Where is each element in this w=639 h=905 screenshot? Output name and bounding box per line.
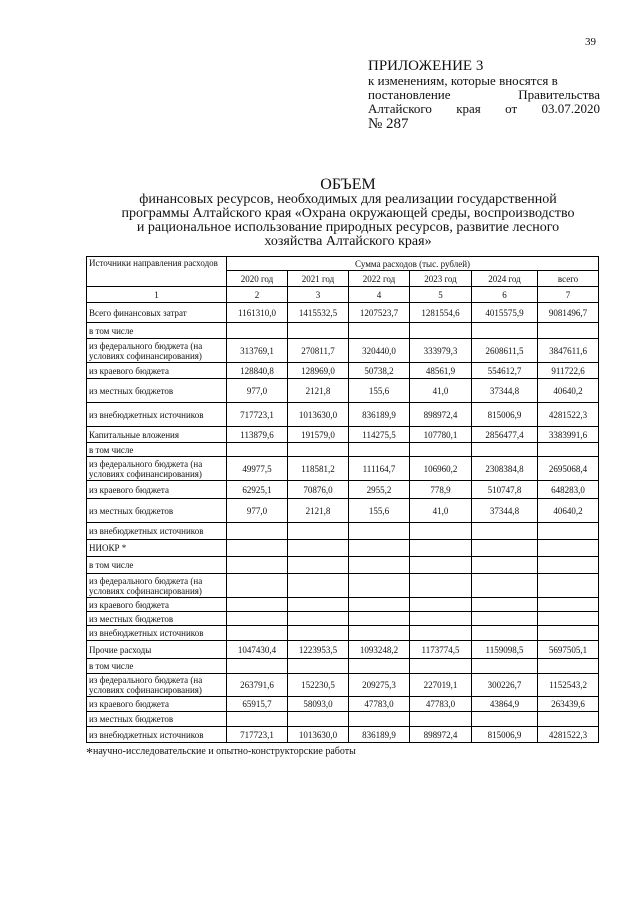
table-cell: 37344,8: [472, 499, 538, 523]
table-cell: [538, 443, 599, 457]
row-label: из федерального бюджета (на условиях софинансирования): [87, 339, 227, 363]
table-cell: [288, 598, 349, 612]
table-cell: 128969,0: [288, 363, 349, 379]
table-cell: 836189,9: [349, 403, 410, 427]
table-cell: [227, 540, 288, 557]
table-cell: [472, 540, 538, 557]
document-title: [95, 176, 601, 249]
table-cell: 62925,1: [227, 481, 288, 499]
table-cell: [472, 598, 538, 612]
table-cell: 554612,7: [472, 363, 538, 379]
table-cell: [538, 712, 599, 727]
column-index: 4: [349, 287, 410, 303]
year-header: 2023 год: [410, 271, 472, 287]
row-label: из краевого бюджета: [87, 481, 227, 499]
table-cell: 648283,0: [538, 481, 599, 499]
title-line: и рациональное использование природных ресурсов, развитие лесного: [136, 220, 560, 235]
table-cell: [227, 659, 288, 674]
table-cell: 118581,2: [288, 457, 349, 481]
table-row: [87, 379, 599, 403]
row-label: из внебюджетных источников: [87, 523, 227, 540]
table-cell: 2955,2: [349, 481, 410, 499]
table-cell: 47783,0: [349, 697, 410, 712]
table-cell: 1093248,2: [349, 641, 410, 659]
table-cell: [288, 574, 349, 598]
appendix-word: от: [505, 101, 518, 116]
table-cell: 898972,4: [410, 403, 472, 427]
table-row: [87, 659, 599, 674]
table-cell: 320440,0: [349, 339, 410, 363]
table-cell: [227, 443, 288, 457]
page-number: 39: [585, 36, 596, 48]
footnote-star: *: [86, 746, 93, 761]
column-index: 1: [87, 287, 227, 303]
table-cell: 43864,9: [472, 697, 538, 712]
table-cell: 717723,1: [227, 403, 288, 427]
table-cell: 2308384,8: [472, 457, 538, 481]
column-index: 2: [227, 287, 288, 303]
table-row: [87, 557, 599, 574]
table-cell: [349, 712, 410, 727]
table-row: [87, 427, 599, 443]
table-cell: 300226,7: [472, 674, 538, 697]
year-header: 2020 год: [227, 271, 288, 287]
table-cell: 49977,5: [227, 457, 288, 481]
table-cell: [472, 574, 538, 598]
table-cell: [227, 323, 288, 339]
table-cell: 209275,3: [349, 674, 410, 697]
table-cell: 911722,6: [538, 363, 599, 379]
table-cell: 128840,8: [227, 363, 288, 379]
appendix-date: 03.07.2020: [541, 101, 600, 116]
table-cell: [349, 626, 410, 641]
table-cell: [410, 443, 472, 457]
row-label: НИОКР *: [87, 540, 227, 557]
table-row: [87, 403, 599, 427]
table-cell: 191579,0: [288, 427, 349, 443]
table-cell: [410, 659, 472, 674]
table-cell: [410, 323, 472, 339]
table-cell: [472, 626, 538, 641]
column-index: 3: [288, 287, 349, 303]
table-cell: [538, 540, 599, 557]
table-cell: 1159098,5: [472, 641, 538, 659]
table-cell: 1047430,4: [227, 641, 288, 659]
row-label: из краевого бюджета: [87, 598, 227, 612]
table-cell: [288, 712, 349, 727]
table-row: [87, 641, 599, 659]
table-cell: 1161310,0: [227, 303, 288, 323]
row-label: из внебюджетных источников: [87, 727, 227, 743]
table-cell: [288, 323, 349, 339]
table-cell: [288, 626, 349, 641]
table-row: [87, 674, 599, 697]
table-cell: 1152543,2: [538, 674, 599, 697]
table-cell: 2856477,4: [472, 427, 538, 443]
table-cell: 778,9: [410, 481, 472, 499]
table-cell: [288, 523, 349, 540]
table-cell: [349, 659, 410, 674]
table-cell: 263439,6: [538, 697, 599, 712]
table-row: [87, 363, 599, 379]
appendix-line-3: [368, 102, 600, 116]
table-cell: [227, 626, 288, 641]
table-cell: [410, 626, 472, 641]
table-cell: 3383991,6: [538, 427, 599, 443]
appendix-word: края: [456, 101, 481, 116]
column-index: 7: [538, 287, 599, 303]
appendix-line-2: [368, 88, 600, 102]
row-label: из краевого бюджета: [87, 363, 227, 379]
table-cell: [349, 574, 410, 598]
table-cell: 106960,2: [410, 457, 472, 481]
table-cell: [349, 523, 410, 540]
table-row: [87, 481, 599, 499]
table-cell: [538, 612, 599, 626]
table-cell: [288, 659, 349, 674]
row-label: из краевого бюджета: [87, 697, 227, 712]
table-cell: [472, 443, 538, 457]
table-cell: 65915,7: [227, 697, 288, 712]
table-row: [87, 697, 599, 712]
table-row: [87, 323, 599, 339]
table-cell: 510747,8: [472, 481, 538, 499]
row-label: из местных бюджетов: [87, 499, 227, 523]
table-cell: 113879,6: [227, 427, 288, 443]
table-cell: [288, 612, 349, 626]
table-row: [87, 443, 599, 457]
table-cell: 2121,8: [288, 499, 349, 523]
table-row: [87, 457, 599, 481]
row-label: в том числе: [87, 323, 227, 339]
table-cell: 58093,0: [288, 697, 349, 712]
table-cell: [410, 612, 472, 626]
table-cell: 50738,2: [349, 363, 410, 379]
table-cell: 4015575,9: [472, 303, 538, 323]
row-label: из внебюджетных источников: [87, 626, 227, 641]
footnote: [86, 746, 356, 762]
table-cell: 977,0: [227, 379, 288, 403]
table-cell: [349, 557, 410, 574]
table-cell: [472, 523, 538, 540]
table-cell: 2608611,5: [472, 339, 538, 363]
appendix-word: Правительства: [518, 87, 600, 102]
table-cell: [349, 598, 410, 612]
table-cell: [410, 574, 472, 598]
row-label: Капитальные вложения: [87, 427, 227, 443]
table-row: [87, 303, 599, 323]
table-cell: [472, 557, 538, 574]
row-label: Прочие расходы: [87, 641, 227, 659]
title-line: хозяйства Алтайского края»: [264, 234, 432, 249]
table-row: [87, 626, 599, 641]
table-cell: [410, 712, 472, 727]
table-cell: [410, 557, 472, 574]
table-cell: 114275,5: [349, 427, 410, 443]
source-column-header: Источники направления расходов: [87, 257, 227, 287]
table-cell: 333979,3: [410, 339, 472, 363]
table-row: [87, 574, 599, 598]
table-cell: 111164,7: [349, 457, 410, 481]
table-cell: 1013630,0: [288, 403, 349, 427]
table-cell: [472, 612, 538, 626]
title-line: программы Алтайского края «Охрана окружающей среды, воспроизводство: [121, 206, 575, 221]
table-row: [87, 339, 599, 363]
table-cell: [227, 598, 288, 612]
table-cell: 227019,1: [410, 674, 472, 697]
table-cell: 70876,0: [288, 481, 349, 499]
row-label: из внебюджетных источников: [87, 403, 227, 427]
table-cell: 4281522,3: [538, 727, 599, 743]
title-heading: ОБЪЕМ: [320, 176, 376, 193]
table-cell: 4281522,3: [538, 403, 599, 427]
table-cell: 41,0: [410, 379, 472, 403]
table-cell: 1013630,0: [288, 727, 349, 743]
table-row: [87, 612, 599, 626]
sum-column-header: Сумма расходов (тыс. рублей): [227, 257, 599, 271]
appendix-title: ПРИЛОЖЕНИЕ 3: [368, 58, 484, 74]
table-cell: 977,0: [227, 499, 288, 523]
table-cell: [227, 557, 288, 574]
table-cell: 155,6: [349, 499, 410, 523]
row-label: в том числе: [87, 443, 227, 457]
table-cell: [227, 574, 288, 598]
table-cell: [472, 659, 538, 674]
row-label: из местных бюджетов: [87, 712, 227, 727]
table-cell: 815006,9: [472, 727, 538, 743]
title-line: финансовых ресурсов, необходимых для реализации государственной: [139, 192, 557, 207]
table-cell: [472, 712, 538, 727]
row-label: из местных бюджетов: [87, 379, 227, 403]
table-cell: [538, 659, 599, 674]
table-body: [87, 303, 599, 743]
table-cell: 48561,9: [410, 363, 472, 379]
table-cell: 2695068,4: [538, 457, 599, 481]
appendix-line-1: к изменениям, которые вносятся в: [368, 73, 558, 88]
table-row: [87, 523, 599, 540]
table-cell: 2121,8: [288, 379, 349, 403]
table-cell: 263791,6: [227, 674, 288, 697]
table-row: [87, 499, 599, 523]
table-cell: 9081496,7: [538, 303, 599, 323]
table-cell: 1281554,6: [410, 303, 472, 323]
column-index: 6: [472, 287, 538, 303]
appendix-word: постановление: [368, 87, 451, 102]
financial-table: [86, 256, 599, 743]
footnote-text: научно-исследовательские и опытно-конструкторские работы: [93, 746, 356, 757]
row-label: из местных бюджетов: [87, 612, 227, 626]
table-cell: [227, 712, 288, 727]
table-cell: [227, 523, 288, 540]
year-header: 2022 год: [349, 271, 410, 287]
table-cell: [472, 323, 538, 339]
table-cell: 3847611,6: [538, 339, 599, 363]
table-cell: 898972,4: [410, 727, 472, 743]
appendix-header: [368, 58, 600, 132]
table-row: [87, 727, 599, 743]
row-label: из федерального бюджета (на условиях софинансирования): [87, 674, 227, 697]
table-cell: [538, 574, 599, 598]
appendix-number: № 287: [368, 116, 409, 132]
appendix-word: Алтайского: [368, 101, 432, 116]
table-cell: [349, 443, 410, 457]
table-cell: 107780,1: [410, 427, 472, 443]
table-cell: 47783,0: [410, 697, 472, 712]
table-cell: 1173774,5: [410, 641, 472, 659]
table-cell: [288, 557, 349, 574]
year-header: 2024 год: [472, 271, 538, 287]
table-cell: 5697505,1: [538, 641, 599, 659]
total-header: всего: [538, 271, 599, 287]
table-cell: 270811,7: [288, 339, 349, 363]
table-cell: 40640,2: [538, 379, 599, 403]
table-cell: [410, 523, 472, 540]
table-cell: [538, 523, 599, 540]
table-cell: 717723,1: [227, 727, 288, 743]
column-index: 5: [410, 287, 472, 303]
row-label: в том числе: [87, 557, 227, 574]
table-cell: [349, 612, 410, 626]
table-cell: [538, 323, 599, 339]
table-cell: [538, 557, 599, 574]
table-cell: 1207523,7: [349, 303, 410, 323]
row-label: из федерального бюджета (на условиях софинансирования): [87, 457, 227, 481]
row-label: в том числе: [87, 659, 227, 674]
table-cell: 155,6: [349, 379, 410, 403]
table-row: [87, 712, 599, 727]
table-cell: [288, 443, 349, 457]
row-label: Всего финансовых затрат: [87, 303, 227, 323]
row-label: из федерального бюджета (на условиях софинансирования): [87, 574, 227, 598]
table-cell: 152230,5: [288, 674, 349, 697]
table-row: [87, 598, 599, 612]
table-cell: [349, 540, 410, 557]
table-cell: [288, 540, 349, 557]
table-row: [87, 540, 599, 557]
table-cell: 313769,1: [227, 339, 288, 363]
table-cell: [538, 598, 599, 612]
table-cell: 836189,9: [349, 727, 410, 743]
table-cell: 815006,9: [472, 403, 538, 427]
table-cell: 1415532,5: [288, 303, 349, 323]
table-cell: [227, 612, 288, 626]
table-cell: [349, 323, 410, 339]
table-cell: 1223953,5: [288, 641, 349, 659]
year-header: 2021 год: [288, 271, 349, 287]
table-cell: [410, 540, 472, 557]
table-cell: 41,0: [410, 499, 472, 523]
table-cell: [410, 598, 472, 612]
table-cell: 40640,2: [538, 499, 599, 523]
table-cell: 37344,8: [472, 379, 538, 403]
table-cell: [538, 626, 599, 641]
